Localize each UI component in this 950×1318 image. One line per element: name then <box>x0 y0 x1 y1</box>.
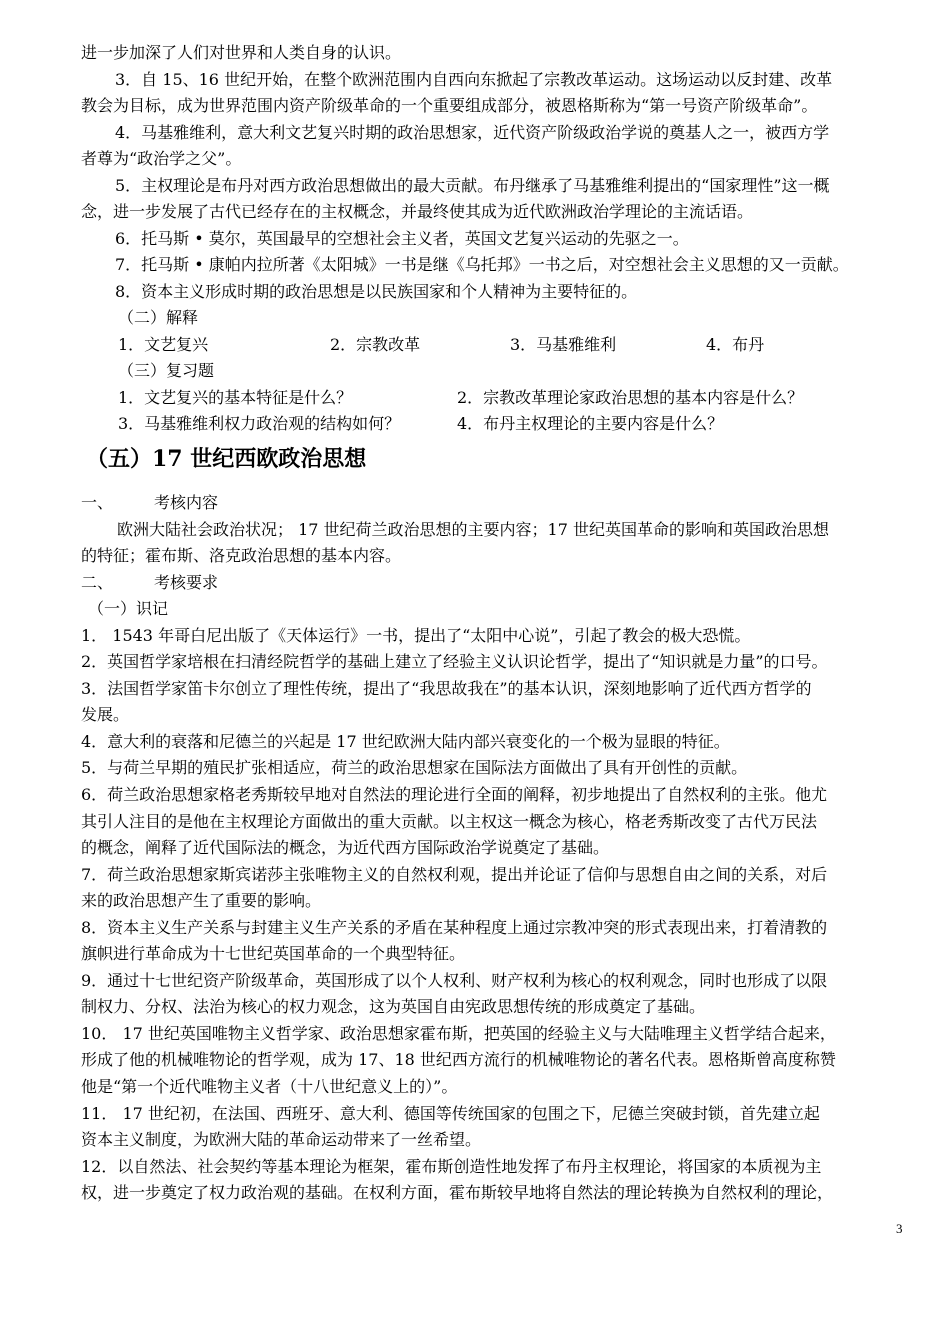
review-item: 1．文艺复兴的基本特征是什么？ <box>118 388 353 407</box>
explain-item: 1．文艺复兴 <box>118 335 209 354</box>
subsection-title: （一）识记 <box>88 599 169 618</box>
text-line: 者尊为“政治学之父”。 <box>81 149 242 168</box>
list-item: 权，进一步奠定了权力政治观的基础。在权利方面，霍布斯较早地将自然法的理论转换为自然权利的理论， <box>81 1183 834 1202</box>
text-line: 教会为目标，成为世界范围内资产阶级革命的一个重要组成部分，被恩格斯称为“第一号资产阶级革命”。 <box>81 96 818 115</box>
list-item: 10． 17 世纪英国唯物主义哲学家、政治思想家霍布斯，把英国的经验主义与大陆唯理主义哲学结合起来， <box>81 1024 836 1043</box>
explain-item: 2．宗教改革 <box>330 335 421 354</box>
list-item: 制权力、分权、法治为核心的权力观念，这为英国自由宪政思想传统的形成奠定了基础。 <box>81 997 706 1016</box>
text-line: 的特征；霍布斯、洛克政治思想的基本内容。 <box>81 546 402 565</box>
list-item: 6．荷兰政治思想家格老秀斯较早地对自然法的理论进行全面的阐释，初步地提出了自然权利的主张。他尤 <box>81 785 828 804</box>
text-line: 6．托马斯 • 莫尔，英国最早的空想社会主义者，英国文艺复兴运动的先驱之一。 <box>115 229 689 248</box>
text-line: 5．主权理论是布丹对西方政治思想做出的最大贡献。布丹继承了马基雅维利提出的“国家理性”这一概 <box>115 176 830 195</box>
text-line: 念，进一步发展了古代已经存在的主权概念，并最终使其成为近代欧洲政治学理论的主流话语。 <box>81 202 754 221</box>
list-item: 5．与荷兰早期的殖民扩张相适应，荷兰的政治思想家在国际法方面做出了具有开创性的贡献。 <box>81 758 748 777</box>
list-item: 资本主义制度，为欧洲大陆的革命运动带来了一丝希望。 <box>81 1130 482 1149</box>
section-title: 考核要求 <box>154 573 219 592</box>
text-line: 3．自 15、16 世纪开始，在整个欧洲范围内自西向东掀起了宗教改革运动。这场运动以反封建、改革 <box>115 70 833 89</box>
list-item: 3．法国哲学家笛卡尔创立了理性传统，提出了“我思故我在”的基本认识，深刻地影响了近代西方哲学的 <box>81 679 812 698</box>
list-item: 的概念，阐释了近代国际法的概念，为近代西方国际政治学说奠定了基础。 <box>81 838 610 857</box>
page-number: 3 <box>896 1221 903 1236</box>
explain-item: 4．布丹 <box>706 335 765 354</box>
review-title: （三）复习题 <box>118 361 215 380</box>
list-item: 11． 17 世纪初，在法国、西班牙、意大利、德国等传统国家的包围之下，尼德兰突破封锁，首先建立起 <box>81 1104 820 1123</box>
review-item: 2．宗教改革理论家政治思想的基本内容是什么？ <box>457 388 804 407</box>
list-item: 8．资本主义生产关系与封建主义生产关系的矛盾在某种程度上通过宗教冲突的形式表现出来，打着清教的 <box>81 918 828 937</box>
list-item: 9．通过十七世纪资产阶级革命，英国形成了以个人权利、财产权利为核心的权利观念，同时也形成了以限 <box>81 971 828 990</box>
list-item: 12．以自然法、社会契约等基本理论为框架，霍布斯创造性地发挥了布丹主权理论，将国家的本质视为主 <box>81 1157 822 1176</box>
section-label: 二、 <box>81 573 114 592</box>
text-line: 进一步加深了人们对世界和人类自身的认识。 <box>81 43 402 62</box>
section-heading: （五）17 世纪西欧政治思想 <box>86 446 367 472</box>
list-item: 旗帜进行革命成为十七世纪英国革命的一个典型特征。 <box>81 944 466 963</box>
section-label: 一、 <box>81 493 114 512</box>
list-item: 7．荷兰政治思想家斯宾诺莎主张唯物主义的自然权利观，提出并论证了信仰与思想自由之间的关系，对后 <box>81 865 828 884</box>
text-line: 7．托马斯 • 康帕内拉所著《太阳城》一书是继《乌托邦》一书之后，对空想社会主义思想的又一贡献。 <box>115 255 849 274</box>
section-title: 考核内容 <box>154 493 219 512</box>
text-line: 4．马基雅维利，意大利文艺复兴时期的政治思想家，近代资产阶级政治学说的奠基人之一，被西方学 <box>115 123 830 142</box>
list-item: 4．意大利的衰落和尼德兰的兴起是 17 世纪欧洲大陆内部兴衰变化的一个极为显眼的特征。 <box>81 732 730 751</box>
review-item: 4．布丹主权理论的主要内容是什么？ <box>457 414 724 433</box>
list-item: 其引人注目的是他在主权理论方面做出的重大贡献。以主权这一概念为核心，格老秀斯改变了古代万民法 <box>81 812 818 831</box>
explain-item: 3．马基雅维利 <box>510 335 617 354</box>
list-item: 2．英国哲学家培根在扫清经院哲学的基础上建立了经验主义认识论哲学，提出了“知识就是力量”的口号。 <box>81 652 828 671</box>
text-line: 欧洲大陆社会政治状况； 17 世纪荷兰政治思想的主要内容；17 世纪英国革命的影响和英国政治思想 <box>117 520 829 539</box>
text-line: 8．资本主义形成时期的政治思想是以民族国家和个人精神为主要特征的。 <box>115 282 638 301</box>
list-item: 来的政治思想产生了重要的影响。 <box>81 891 322 910</box>
explain-title: （二）解释 <box>118 308 199 327</box>
review-item: 3．马基雅维利权力政治观的结构如何？ <box>118 414 401 433</box>
list-item: 形成了他的机械唯物论的哲学观，成为 17、18 世纪西方流行的机械唯物论的著名代表。恩格斯曾高度称赞 <box>81 1050 836 1069</box>
list-item: 他是“第一个近代唯物主义者（十八世纪意义上的）”。 <box>81 1077 458 1096</box>
list-item: 发展。 <box>81 705 130 724</box>
list-item: 1． 1543 年哥白尼出版了《天体运行》一书，提出了“太阳中心说”，引起了教会的极大恐慌。 <box>81 626 751 645</box>
